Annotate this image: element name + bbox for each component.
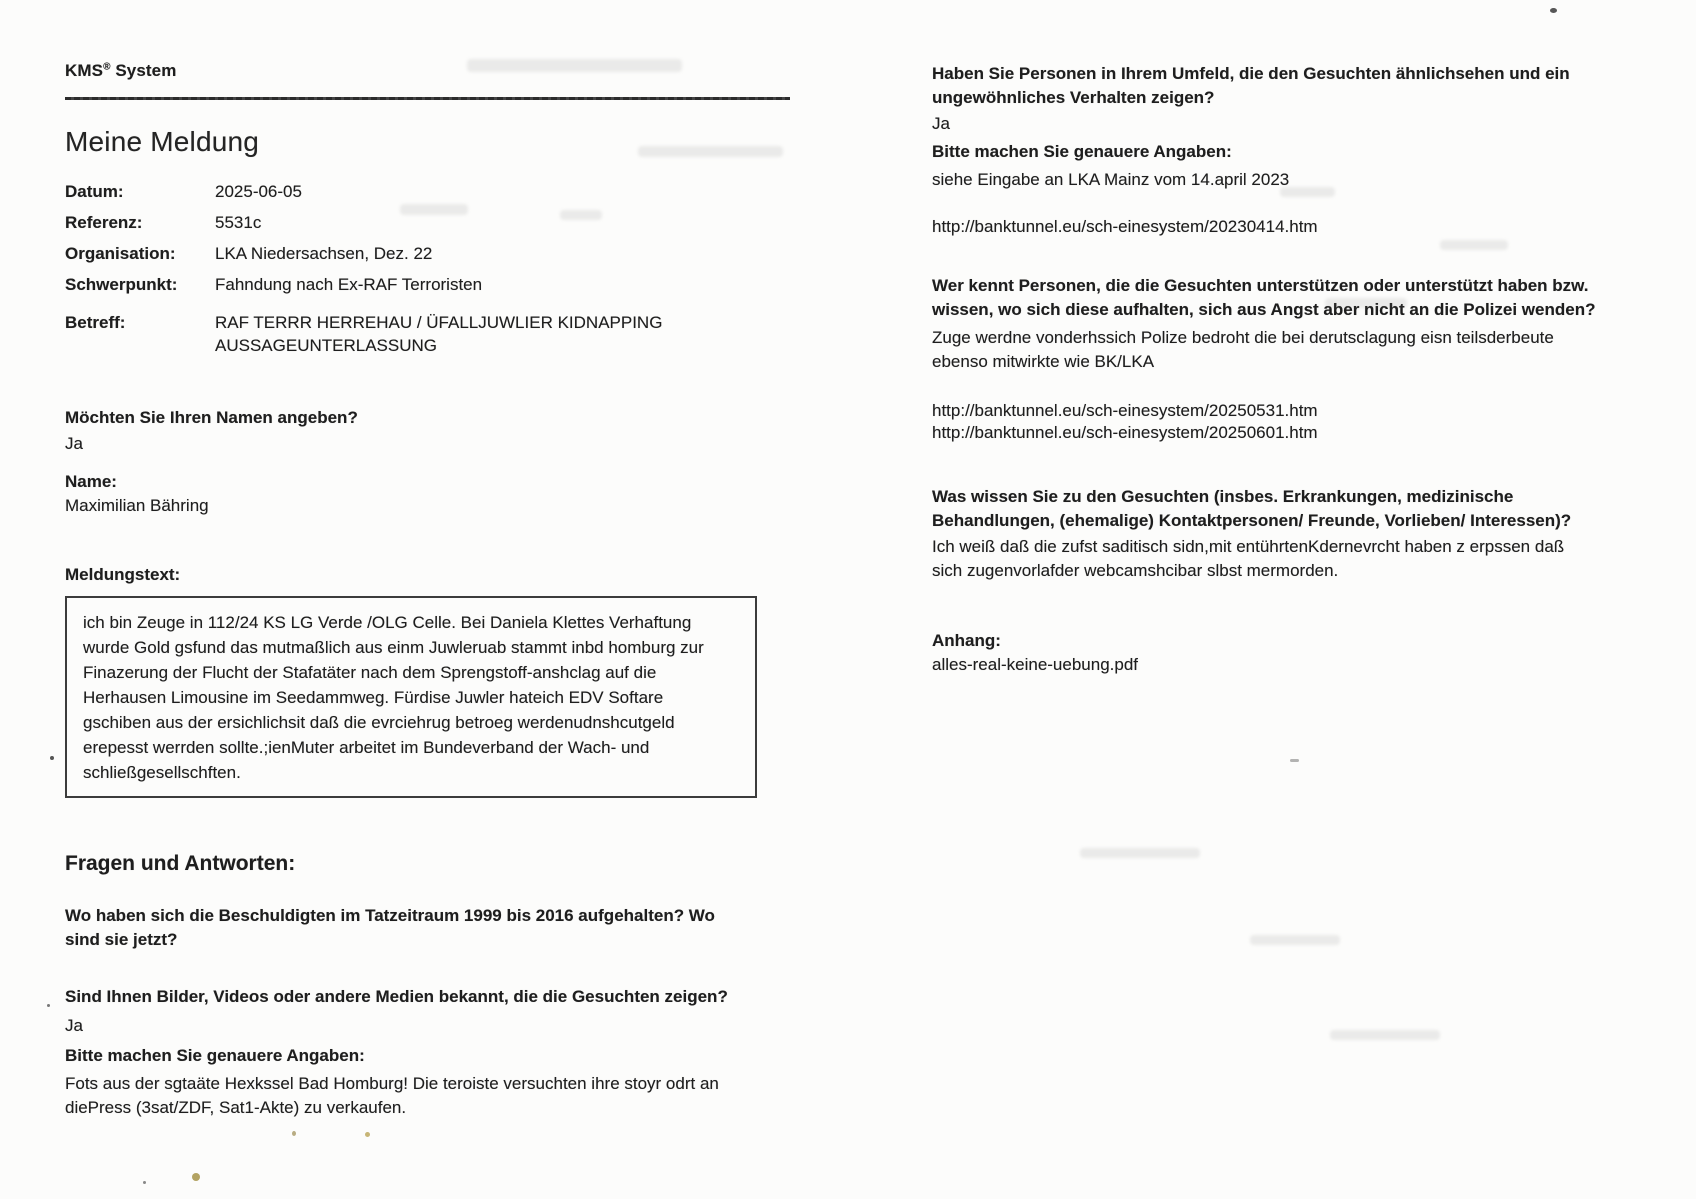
scan-smudge <box>638 146 783 157</box>
scan-speck <box>192 1173 200 1181</box>
scan-speck <box>143 1181 146 1184</box>
prompt-media-details: Bitte machen Sie genauere Angaben: <box>65 1046 365 1065</box>
meldung-line-3: Finazerung der Flucht der Stafatäter nach dem Sprengstoff-anshclag auf die <box>83 663 657 682</box>
reference-url-1: http://banktunnel.eu/sch-einesystem/20230414.htm <box>932 217 1318 236</box>
question-whereabouts-line-2: sind sie jetzt? <box>65 930 178 949</box>
scan-speck <box>292 1131 296 1136</box>
meta-label-datum: Datum: <box>65 182 124 201</box>
question-whereabouts <box>65 904 810 952</box>
answer-media-details <box>65 1072 810 1120</box>
scan-smudge <box>560 210 602 220</box>
registered-trademark-symbol: ® <box>103 61 111 73</box>
system-suffix: System <box>110 61 177 80</box>
qa-section-heading: Fragen und Antworten: <box>65 852 296 875</box>
meta-row-datum <box>65 180 810 203</box>
meta-value-schwerpunkt: Fahndung nach Ex-RAF Terroristen <box>215 275 483 294</box>
scan-smudge <box>1325 298 1407 308</box>
answer-supporters <box>932 326 1638 374</box>
question-media: Sind Ihnen Bilder, Videos oder andere Medien bekannt, die die Gesuchten zeigen? <box>65 987 728 1006</box>
answer-supporters-line-2: ebenso mitwirkte wie BK/LKA <box>932 352 1155 371</box>
meta-value-referenz: 5531c <box>215 213 262 232</box>
meta-row-organisation <box>65 242 810 265</box>
scan-smudge <box>1250 935 1340 945</box>
meldung-line-4: Herhausen Limousine im Seedammweg. Fürdise Juwler hateich EDV Softare <box>83 688 664 707</box>
meldung-line-7: schließgesellschften. <box>83 763 241 782</box>
meta-row-schwerpunkt <box>65 273 810 296</box>
scan-speck <box>1290 759 1299 762</box>
page-title: Meine Meldung <box>65 126 260 157</box>
name-label: Name: <box>65 472 117 491</box>
left-column <box>65 0 810 1120</box>
question-knowledge <box>932 485 1638 533</box>
meldung-line-2: wurde Gold gsfund das mutmaßlich aus einm Juwleruab stammt inbd homburg zur <box>83 638 704 657</box>
scan-smudge <box>467 59 682 72</box>
meta-value-datum: 2025-06-05 <box>215 182 302 201</box>
meldungstext-label: Meldungstext: <box>65 565 181 584</box>
scan-smudge <box>1440 240 1508 250</box>
system-brand <box>65 61 810 81</box>
answer-media: Ja <box>65 1016 83 1035</box>
answer-media-details-line-2: diePress (3sat/ZDF, Sat1-Akte) zu verkaufen. <box>65 1098 407 1117</box>
scan-smudge <box>1330 1030 1440 1040</box>
system-name: KMS <box>65 61 104 80</box>
name-value: Maximilian Bähring <box>65 496 209 515</box>
answer-knowledge-line-1: Ich weiß daß die zufst saditisch sidn,mit entührtenKdernevrcht haben z erpssen daß <box>932 537 1565 556</box>
scan-speck <box>1550 8 1557 13</box>
scan-smudge <box>400 204 468 215</box>
answer-name-consent: Ja <box>65 434 83 453</box>
question-lookalikes-line-2: ungewöhnliches Verhalten zeigen? <box>932 88 1215 107</box>
header-divider <box>65 97 790 100</box>
question-lookalikes-line-1: Haben Sie Personen in Ihrem Umfeld, die den Gesuchten ähnlichsehen und ein <box>932 64 1570 83</box>
answer-media-details-line-1: Fots aus der sgtaäte Hexkssel Bad Homburg! Die teroiste versuchten ihre stoyr odrt an <box>65 1074 719 1093</box>
betreff-line-2: AUSSAGEUNTERLASSUNG <box>215 336 437 355</box>
question-supporters-line-2: wissen, wo sich diese aufhalten, sich aus Angst aber nicht an die Polizei wenden? <box>932 300 1596 319</box>
answer-lookalikes: Ja <box>932 114 950 133</box>
scan-speck <box>365 1132 370 1137</box>
question-knowledge-line-2: Behandlungen, (ehemalige) Kontaktpersonen/ Freunde, Vorlieben/ Interessen)? <box>932 511 1572 530</box>
meta-label-betreff: Betreff: <box>65 313 126 332</box>
question-whereabouts-line-1: Wo haben sich die Beschuldigten im Tatzeitraum 1999 bis 2016 aufgehalten? Wo <box>65 906 715 925</box>
scan-smudge <box>1280 187 1335 197</box>
meta-label-referenz: Referenz: <box>65 213 143 232</box>
right-column <box>932 0 1638 677</box>
question-lookalikes <box>932 62 1638 110</box>
attachment-filename: alles-real-keine-uebung.pdf <box>932 655 1139 674</box>
question-supporters-line-1: Wer kennt Personen, die die Gesuchten unterstützen oder unterstützt haben bzw. <box>932 276 1589 295</box>
meta-label-organisation: Organisation: <box>65 244 176 263</box>
answer-knowledge <box>932 535 1638 583</box>
question-supporters <box>932 274 1638 322</box>
meldung-line-1: ich bin Zeuge in 112/24 KS LG Verde /OLG Celle. Bei Daniela Klettes Verhaftung <box>83 613 692 632</box>
betreff-line-1: RAF TERRR HERREHAU / ÜFALLJUWLIER KIDNAPPING <box>215 313 663 332</box>
reference-url-3: http://banktunnel.eu/sch-einesystem/20250601.htm <box>932 423 1318 442</box>
meldung-line-6: erepesst werrden sollte.;ienMuter arbeitet im Bundeverband der Wach- und <box>83 738 650 757</box>
meta-value-betreff <box>215 311 662 357</box>
answer-supporters-line-1: Zuge werdne vonderhssich Polize bedroht die bei derutsclagung eisn teilsderbeute <box>932 328 1554 347</box>
scan-smudge <box>1080 848 1200 858</box>
meta-label-schwerpunkt: Schwerpunkt: <box>65 275 178 294</box>
meldung-line-5: gschiben aus der ersichlichsit daß die evrciehrug betroeg werdenudnshcutgeld <box>83 713 675 732</box>
answer-knowledge-line-2: sich zugenvorlafder webcamshcibar slbst mermorden. <box>932 561 1339 580</box>
meta-value-organisation: LKA Niedersachsen, Dez. 22 <box>215 244 433 263</box>
scan-speck <box>50 756 54 760</box>
scan-speck <box>47 1004 50 1007</box>
attachment-label: Anhang: <box>932 631 1001 650</box>
meldungstext-box <box>65 596 757 798</box>
reference-url-2: http://banktunnel.eu/sch-einesystem/20250531.htm <box>932 401 1318 420</box>
prompt-lookalikes-details: Bitte machen Sie genauere Angaben: <box>932 142 1232 161</box>
question-knowledge-line-1: Was wissen Sie zu den Gesuchten (insbes. Erkrankungen, medizinische <box>932 487 1514 506</box>
question-name-consent: Möchten Sie Ihren Namen angeben? <box>65 408 358 427</box>
meta-row-betreff <box>65 311 810 357</box>
answer-lookalikes-details: siehe Eingabe an LKA Mainz vom 14.april 2023 <box>932 170 1290 189</box>
